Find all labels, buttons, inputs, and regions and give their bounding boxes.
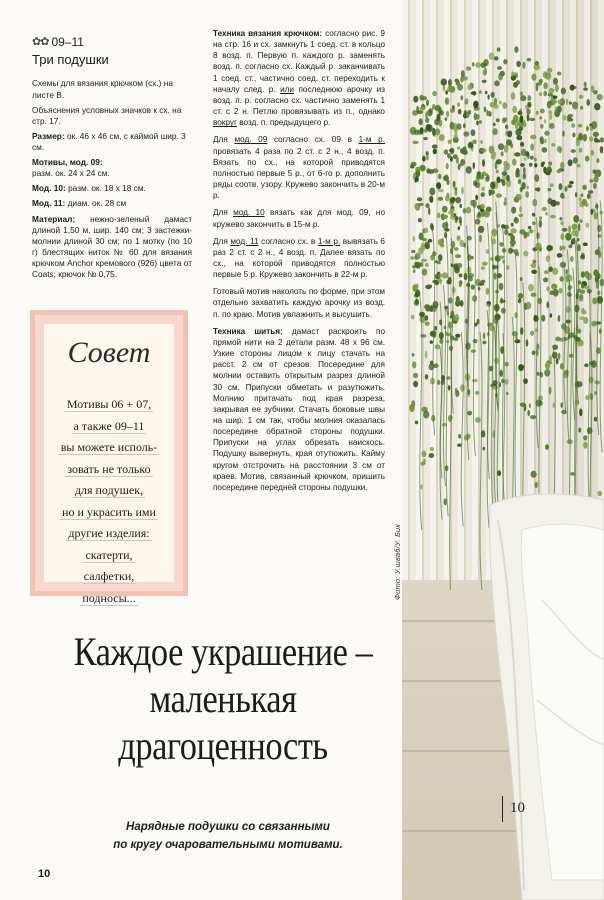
middle-column bbox=[213, 28, 385, 499]
scheme-note: Схемы для вязания крючком (сх.) на листе В. bbox=[32, 78, 173, 100]
difficulty-stars-icon: ✿✿ bbox=[32, 35, 49, 48]
fern-pillow-photo bbox=[402, 0, 604, 900]
crochet-technique: Техника вязания крючком: согласно рис. 9 на стр. 16 и сх. замкнуть 1 соед. ст. в кольцо 8 возд. п. Первую п. каждого р. заменять возд. п. согласно сх. Каждый р. заканчивать 1 соед. ст., частично соед. ст. переходить к началу след. р. или последнюю арочку из возд. п. р. согласно сх. частично заменять 1 ст. с 2 н. Петлю провязывать из п., однако вокруг возд. п. предыдущего р. bbox=[213, 29, 385, 128]
model-11-spec: Мод. 11: диам. ок. 28 см bbox=[32, 198, 127, 209]
article-title: Три подушки bbox=[32, 52, 109, 68]
right-page-number: 10 bbox=[510, 800, 525, 816]
page-number: 10 bbox=[38, 868, 51, 880]
sewing-technique: Техника шитья: дамаст раскроить по прямой нити на 2 детали разм. 48 х 96 см. Узкие стороны лицом к лицу стачать на расст. 2 см от срезов. Посередине для молнии оставить открытым разрез длиной 30 см. Припуски обметать и разутюжить. Молнию притачать под края разреза, закрывая ее зубчики. Стачать боковые швы на шир. 1 см так, чтобы молния оказалась посередине обратной стороны подушки. Припуски на углах обрезать наискось. Подушку вывернуть, края отутюжить. Кайму кругом отстрочить на расстоянии 3 см от краев. Мотив, связанный крючком, пришить посередине передней стороны подушки. bbox=[213, 326, 385, 492]
left-column bbox=[32, 34, 192, 284]
headline: Каждое украшение – маленькая драгоценность bbox=[73, 629, 373, 768]
model-10-instructions: Для мод. 10 вязать как для мод. 09, но кружево закончить в 15-м р. bbox=[213, 208, 385, 229]
size-spec: Размер: ок. 46 х 46 см, с каймой шир. 3 см. bbox=[32, 130, 186, 153]
finishing-instructions: Готовый мотив наколоть по форме, при этом отдельно захватить каждую арочку из возд. п. по краю. Мотив увлажнить и высушить. bbox=[213, 287, 385, 319]
symbols-note: Объяснения условных значков к сх. на стр. 17. bbox=[32, 104, 182, 126]
model-11-instructions: Для мод. 11 согласно сх. в 1-м р. вывязать 6 раз 2 ст. с 2 н., 4 возд. п. Далее вязать по сх., на которой приводятся полностью первые 5 р. Кружевo закончить в 22-м р. bbox=[213, 236, 385, 280]
advice-text: Мотивы 06 + 07, а также 09–11 вы можете исполь- зовать не только для подушек, но и украсить ими другие изделия: скатерти, салфетки, подносы... bbox=[60, 397, 158, 605]
white-pillow-image bbox=[402, 0, 604, 900]
material-spec: Материал: нежно-зеленый дамаст длиной 1,50 м, шир. 140 см; 3 застежки-молнии длиной 30 см; по 1 мотку (по 10 г) блестящих ниток № 60 для вязания крючком Anchor кремового (926) цвета от Coats; крючок № 0,75. bbox=[32, 213, 193, 280]
model-09-instructions: Для мод. 09 согласно сх. 09 в 1-м р. провязать 4 раза по 2 ст. с 2 н., 4 возд. п. Вязать по сх., на которой приводятся полностью первые 5 р., от 6-го р. дополнить ряды соотв. узору. Кружево закончить в 20-м р. bbox=[213, 135, 385, 201]
motif-09-spec: Мотивы, мод. 09: разм. ок. 24 х 24 см. bbox=[32, 157, 110, 179]
subheadline: Нарядные подушки со связанными по кругу очаровательными мотивами. bbox=[113, 821, 343, 851]
model-number: ✿✿ 09–11 bbox=[32, 35, 84, 49]
photo-credit: Фото: У.шваб/У. Бик bbox=[393, 523, 402, 600]
advice-title: Совет bbox=[67, 336, 151, 369]
advice-box bbox=[30, 310, 188, 605]
model-10-spec: Мод. 10: разм. ок. 18 х 18 см. bbox=[32, 183, 146, 194]
